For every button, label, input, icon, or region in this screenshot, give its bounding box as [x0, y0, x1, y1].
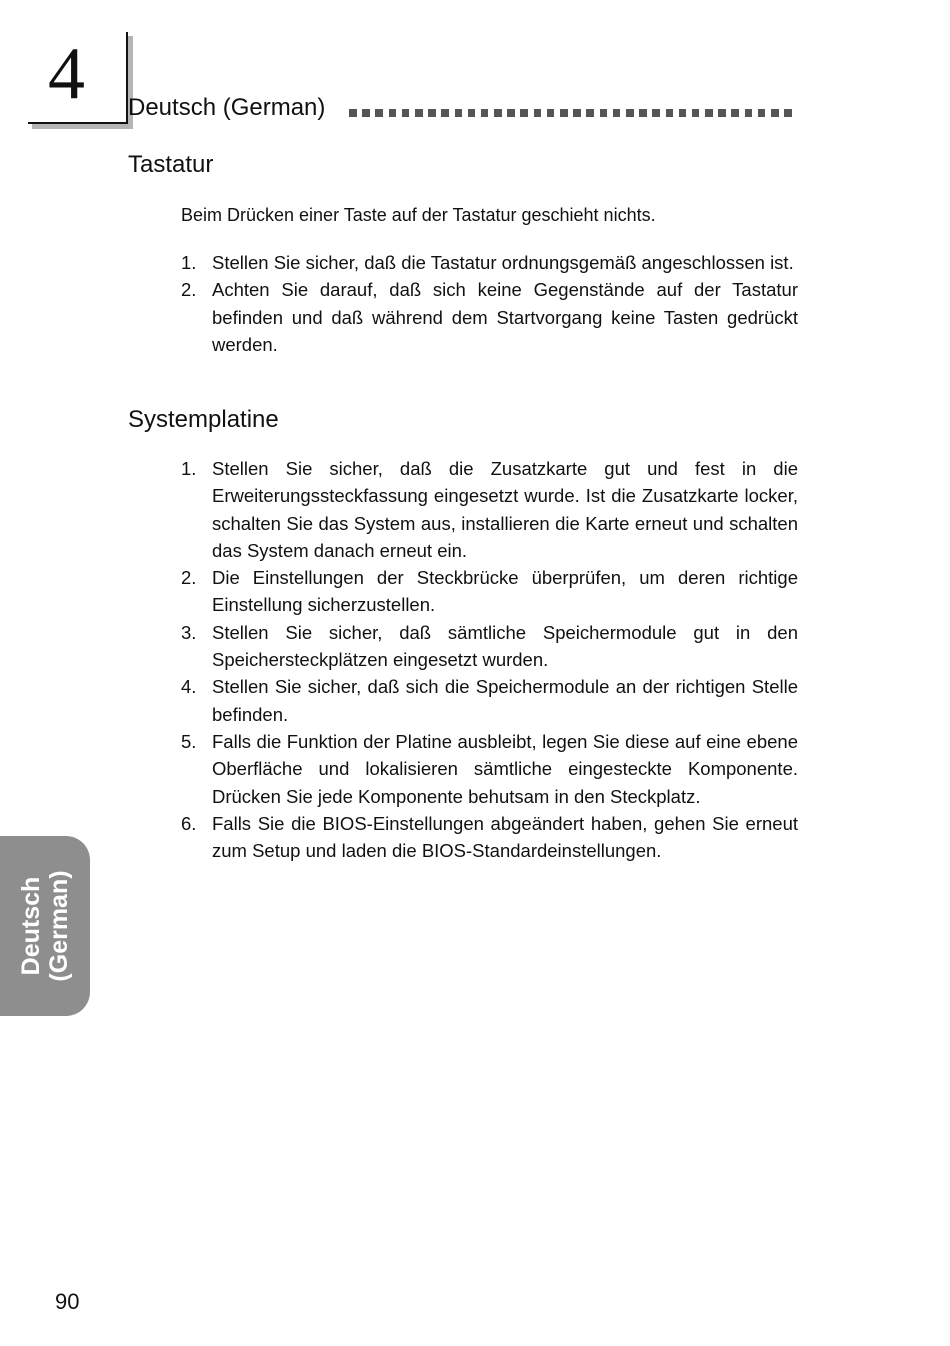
leader-dot [481, 109, 489, 117]
list-item [181, 249, 798, 276]
side-tab-line-1: Deutsch [17, 876, 45, 976]
leader-dot [415, 109, 423, 117]
header-dot-leader [349, 109, 799, 119]
list-item-number: 2. [181, 279, 197, 301]
leader-dot [560, 109, 568, 117]
list-item [181, 455, 798, 564]
list-item [181, 728, 798, 810]
list-item-text: Achten Sie darauf, daß sich keine Gegenstände auf der Tastatur befinden und daß während dem Startvorgang keine Tasten gedrückt werden. [212, 279, 798, 355]
list-item-number: 1. [181, 458, 197, 479]
page-number: 90 [55, 1289, 80, 1314]
list-item-text: Stellen Sie sicher, daß die Zusatzkarte gut und fest in die Erweiterungssteckfassung eingesetzt wurde. Ist die Zusatzkarte locker, schalten Sie das System aus, installieren die Karte erneut und schalten das System danach erneut ein. [212, 458, 798, 561]
leader-dot [758, 109, 766, 117]
leader-dot [784, 109, 792, 117]
language-side-tab [0, 836, 90, 1016]
list-item [181, 673, 798, 728]
leader-dot [402, 109, 410, 117]
leader-dot [520, 109, 528, 117]
steps-list-tastatur [181, 249, 798, 358]
leader-dot [494, 109, 502, 117]
leader-dot [375, 109, 383, 117]
side-tab-line-2: (German) [45, 870, 73, 982]
section-heading-systemplatine: Systemplatine [128, 406, 279, 433]
list-item [181, 810, 798, 865]
leader-dot [534, 109, 542, 117]
leader-dot [705, 109, 713, 117]
list-item-number: 3. [181, 621, 197, 643]
leader-dot [507, 109, 515, 117]
leader-dot [586, 109, 594, 117]
leader-dot [679, 109, 687, 117]
leader-dot [652, 109, 660, 117]
section-lead-tastatur: Beim Drücken einer Taste auf der Tastatur geschieht nichts. [181, 205, 656, 225]
leader-dot [428, 109, 436, 117]
leader-dot [666, 109, 674, 117]
leader-dot [626, 109, 634, 117]
list-item-number: 5. [181, 730, 197, 752]
leader-dot [639, 109, 647, 117]
list-item-number: 4. [181, 676, 197, 698]
list-item [181, 276, 798, 358]
list-item [181, 564, 798, 619]
list-item-text: Stellen Sie sicher, daß die Tastatur ordnungsgemäß angeschlossen ist. [212, 252, 794, 273]
leader-dot [771, 109, 779, 117]
leader-dot [441, 109, 449, 117]
leader-dot [455, 109, 463, 117]
list-item-number: 1. [181, 252, 197, 273]
chapter-frame-shadow-horizontal [32, 124, 133, 129]
section-heading-tastatur: Tastatur [128, 151, 214, 178]
list-item-number: 2. [181, 567, 197, 589]
leader-dot [468, 109, 476, 117]
leader-dot [718, 109, 726, 117]
leader-dot [692, 109, 700, 117]
chapter-frame-horizontal [28, 122, 128, 124]
leader-dot [745, 109, 753, 117]
leader-dot [362, 109, 370, 117]
list-item-number: 6. [181, 812, 197, 834]
leader-dot [573, 109, 581, 117]
leader-dot [600, 109, 608, 117]
list-item-text: Stellen Sie sicher, daß sämtliche Speichermodule gut in den Speichersteckplätzen eingesetzt wurden. [212, 621, 798, 671]
leader-dot [613, 109, 621, 117]
list-item-text: Die Einstellungen der Steckbrücke überprüfen, um deren richtige Einstellung sicherzustellen. [212, 567, 798, 616]
chapter-title: Deutsch (German) [128, 94, 326, 121]
leader-dot [349, 109, 357, 117]
list-item [181, 619, 798, 674]
list-item-text: Stellen Sie sicher, daß sich die Speichermodule an der richtigen Stelle befinden. [212, 676, 798, 725]
leader-dot [547, 109, 555, 117]
steps-list-systemplatine [181, 455, 798, 864]
side-tab-label [17, 870, 73, 981]
list-item-text: Falls Sie die BIOS-Einstellungen abgeändert haben, gehen Sie erneut zum Setup und laden die BIOS-Standardeinstellungen. [212, 812, 798, 862]
chapter-number: 4 [48, 33, 85, 115]
chapter-marker [28, 32, 102, 120]
leader-dot [389, 109, 397, 117]
leader-dot [731, 109, 739, 117]
list-item-text: Falls die Funktion der Platine ausbleibt, legen Sie diese auf eine ebene Oberfläche und lokalisieren sämtliche eingesteckte Komponente. Drücken Sie jede Komponente behutsam in den Steckplatz. [212, 730, 798, 807]
